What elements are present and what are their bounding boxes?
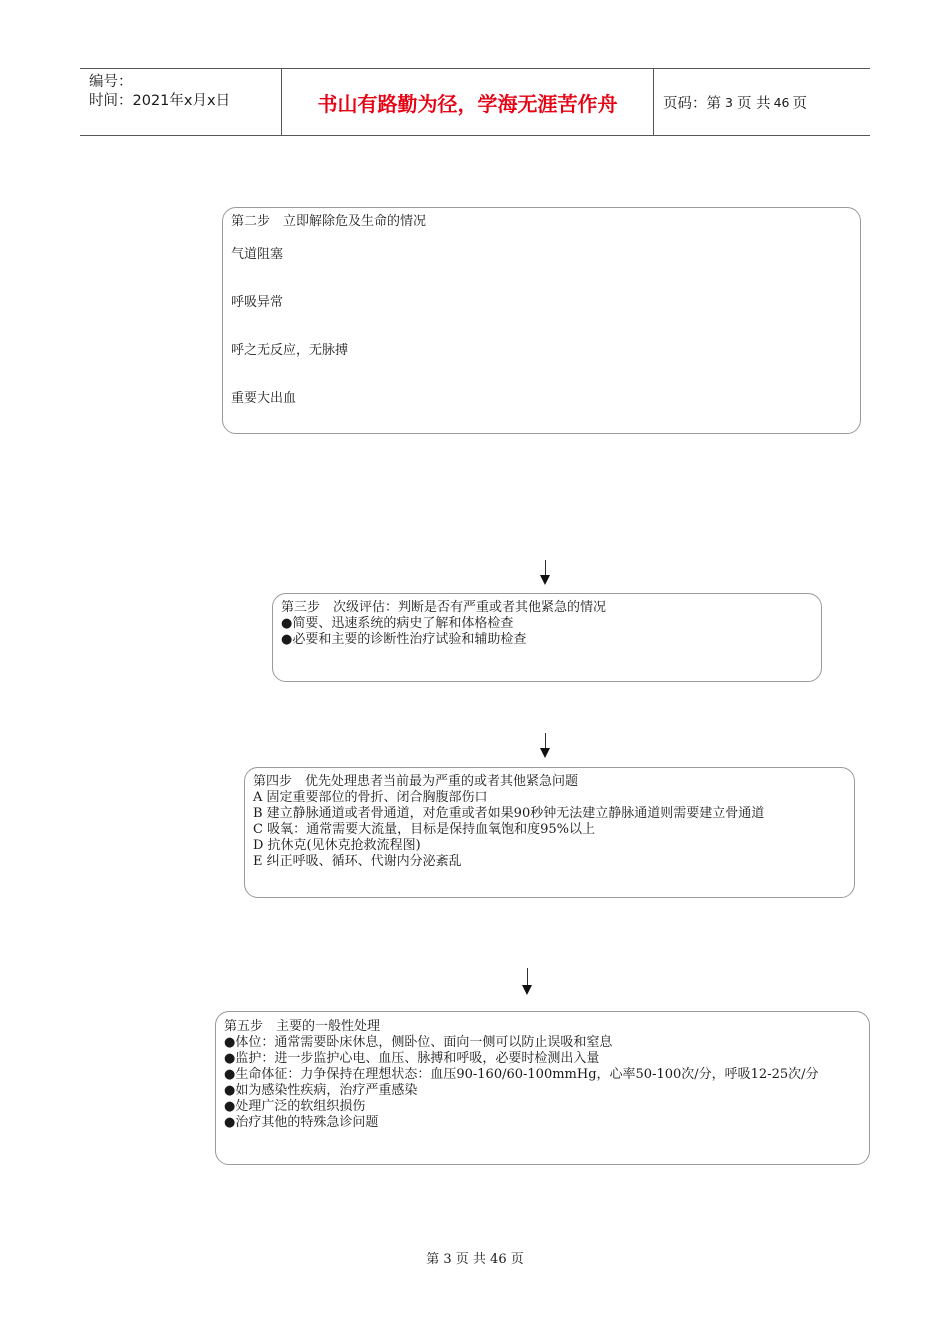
header-page-info [654, 69, 870, 135]
step5-item: ●治疗其他的特殊急诊问题 [224, 1115, 379, 1130]
step4-item: D 抗休克(见休克抢救流程图) [253, 838, 421, 853]
step3-box [272, 593, 822, 682]
flow-arrow [540, 560, 552, 586]
step4-title: 第四步 优先处理患者当前最为严重的或者其他紧急问题 [253, 774, 579, 789]
step5-title: 第五步 主要的一般性处理 [224, 1019, 381, 1034]
page-label: 页码：第 [663, 95, 721, 112]
step2-item: 呼吸异常 [231, 295, 284, 310]
step5-item: ●如为感染性疾病，治疗严重感染 [224, 1083, 418, 1098]
page-end-label: 页 [792, 95, 807, 112]
header-meta-cell [80, 69, 282, 135]
step2-item: 呼之无反应，无脉搏 [231, 343, 349, 358]
step2-box [222, 207, 861, 434]
step5-item: ●监护：进一步监护心电、血压、脉搏和呼吸，必要时检测出入量 [224, 1051, 600, 1066]
step2-title: 第二步 立即解除危及生命的情况 [231, 214, 427, 229]
step4-item: C 吸氧：通常需要大流量，目标是保持血氧饱和度95%以上 [253, 822, 595, 837]
flow-arrow [540, 733, 552, 759]
step5-item: ●生命体征：力争保持在理想状态：血压90-160/60-100mmHg，心率50-100次/分，呼吸12-25次/分 [224, 1067, 819, 1082]
step4-item: A 固定重要部位的骨折、闭合胸腹部伤口 [253, 790, 488, 805]
step5-item: ●体位：通常需要卧床休息，侧卧位、面向一侧可以防止误吸和窒息 [224, 1035, 613, 1050]
header-motto: 书山有路勤为径，学海无涯苦作舟 [282, 69, 654, 135]
page-mid-label: 页 共 [736, 95, 771, 112]
serial-label: 编号： [89, 74, 133, 90]
time-label: 时间：2021年x月x日 [89, 93, 231, 109]
step3-item: ●必要和主要的诊断性治疗试验和辅助检查 [281, 632, 527, 647]
page-number: 3 [725, 94, 733, 110]
step2-item: 重要大出血 [231, 391, 297, 406]
page-total: 46 [773, 94, 790, 110]
step4-box [244, 767, 855, 898]
page-header [80, 68, 870, 136]
step5-box [215, 1011, 870, 1165]
step4-item: E 纠正呼吸、循环、代谢内分泌紊乱 [253, 854, 462, 869]
step3-item: ●简要、迅速系统的病史了解和体格检查 [281, 616, 514, 631]
page-footer: 第 3 页 共 46 页 [426, 1252, 524, 1267]
step2-item: 气道阻塞 [231, 247, 284, 262]
step3-title: 第三步 次级评估：判断是否有严重或者其他紧急的情况 [281, 600, 607, 615]
step4-item: B 建立静脉通道或者骨通道，对危重或者如果90秒钟无法建立静脉通道则需要建立骨通道 [253, 806, 765, 821]
flow-arrow [522, 968, 534, 996]
step5-item: ●处理广泛的软组织损伤 [224, 1099, 366, 1114]
